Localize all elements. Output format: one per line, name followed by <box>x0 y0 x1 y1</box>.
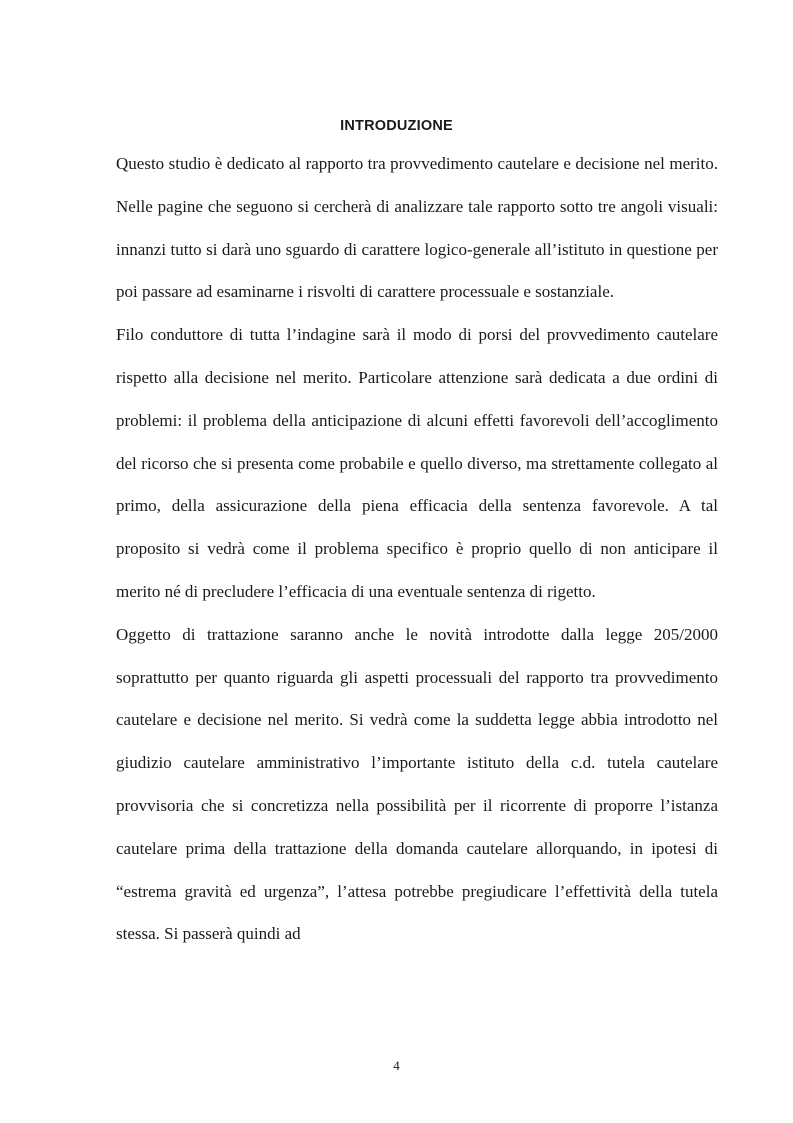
page-title: INTRODUZIONE <box>340 118 453 134</box>
paragraph: Oggetto di trattazione saranno anche le novità introdotte dalla legge 205/2000 soprattutto per quanto riguarda gli aspetti processuali del rapporto tra provvedimento cautelare e decisione nel merito. Si vedrà come la suddetta legge abbia introdotto nel giudizio cautelare amministrativo l’importante istituto della c.d. tutela cautelare provvisoria che si concretizza nella possibilità per il ricorrente di proporre l’istanza cautelare prima della trattazione della domanda cautelare allorquando, in ipotesi di “estrema gravità ed urgenza”, l’attesa potrebbe pregiudicare l’effettività della tutela stessa. Si passerà quindi ad <box>116 624 718 944</box>
document-body <box>116 143 718 956</box>
page-number: 4 <box>393 1058 400 1073</box>
paragraph: Filo conduttore di tutta l’indagine sarà il modo di porsi del provvedimento cautelare rispetto alla decisione nel merito. Particolare attenzione sarà dedicata a due ordini di problemi: il problema della anticipazione di alcuni effetti favorevoli dell’accoglimento del ricorso che si presenta come probabile e quello diverso, ma strettamente collegato al primo, della assicurazione della piena efficacia della sentenza favorevole. A tal proposito si vedrà come il problema specifico è proprio quello di non anticipare il merito né di precludere l’efficacia di una eventuale sentenza di rigetto. <box>116 325 718 601</box>
paragraph: Questo studio è dedicato al rapporto tra provvedimento cautelare e decisione nel merito. Nelle pagine che seguono si cercherà di analizzare tale rapporto sotto tre angoli visuali: innanzi tutto si darà uno sguardo di carattere logico-generale all’istituto in questione per poi passare ad esaminarne i risvolti di carattere processuale e sostanziale. <box>116 154 718 302</box>
